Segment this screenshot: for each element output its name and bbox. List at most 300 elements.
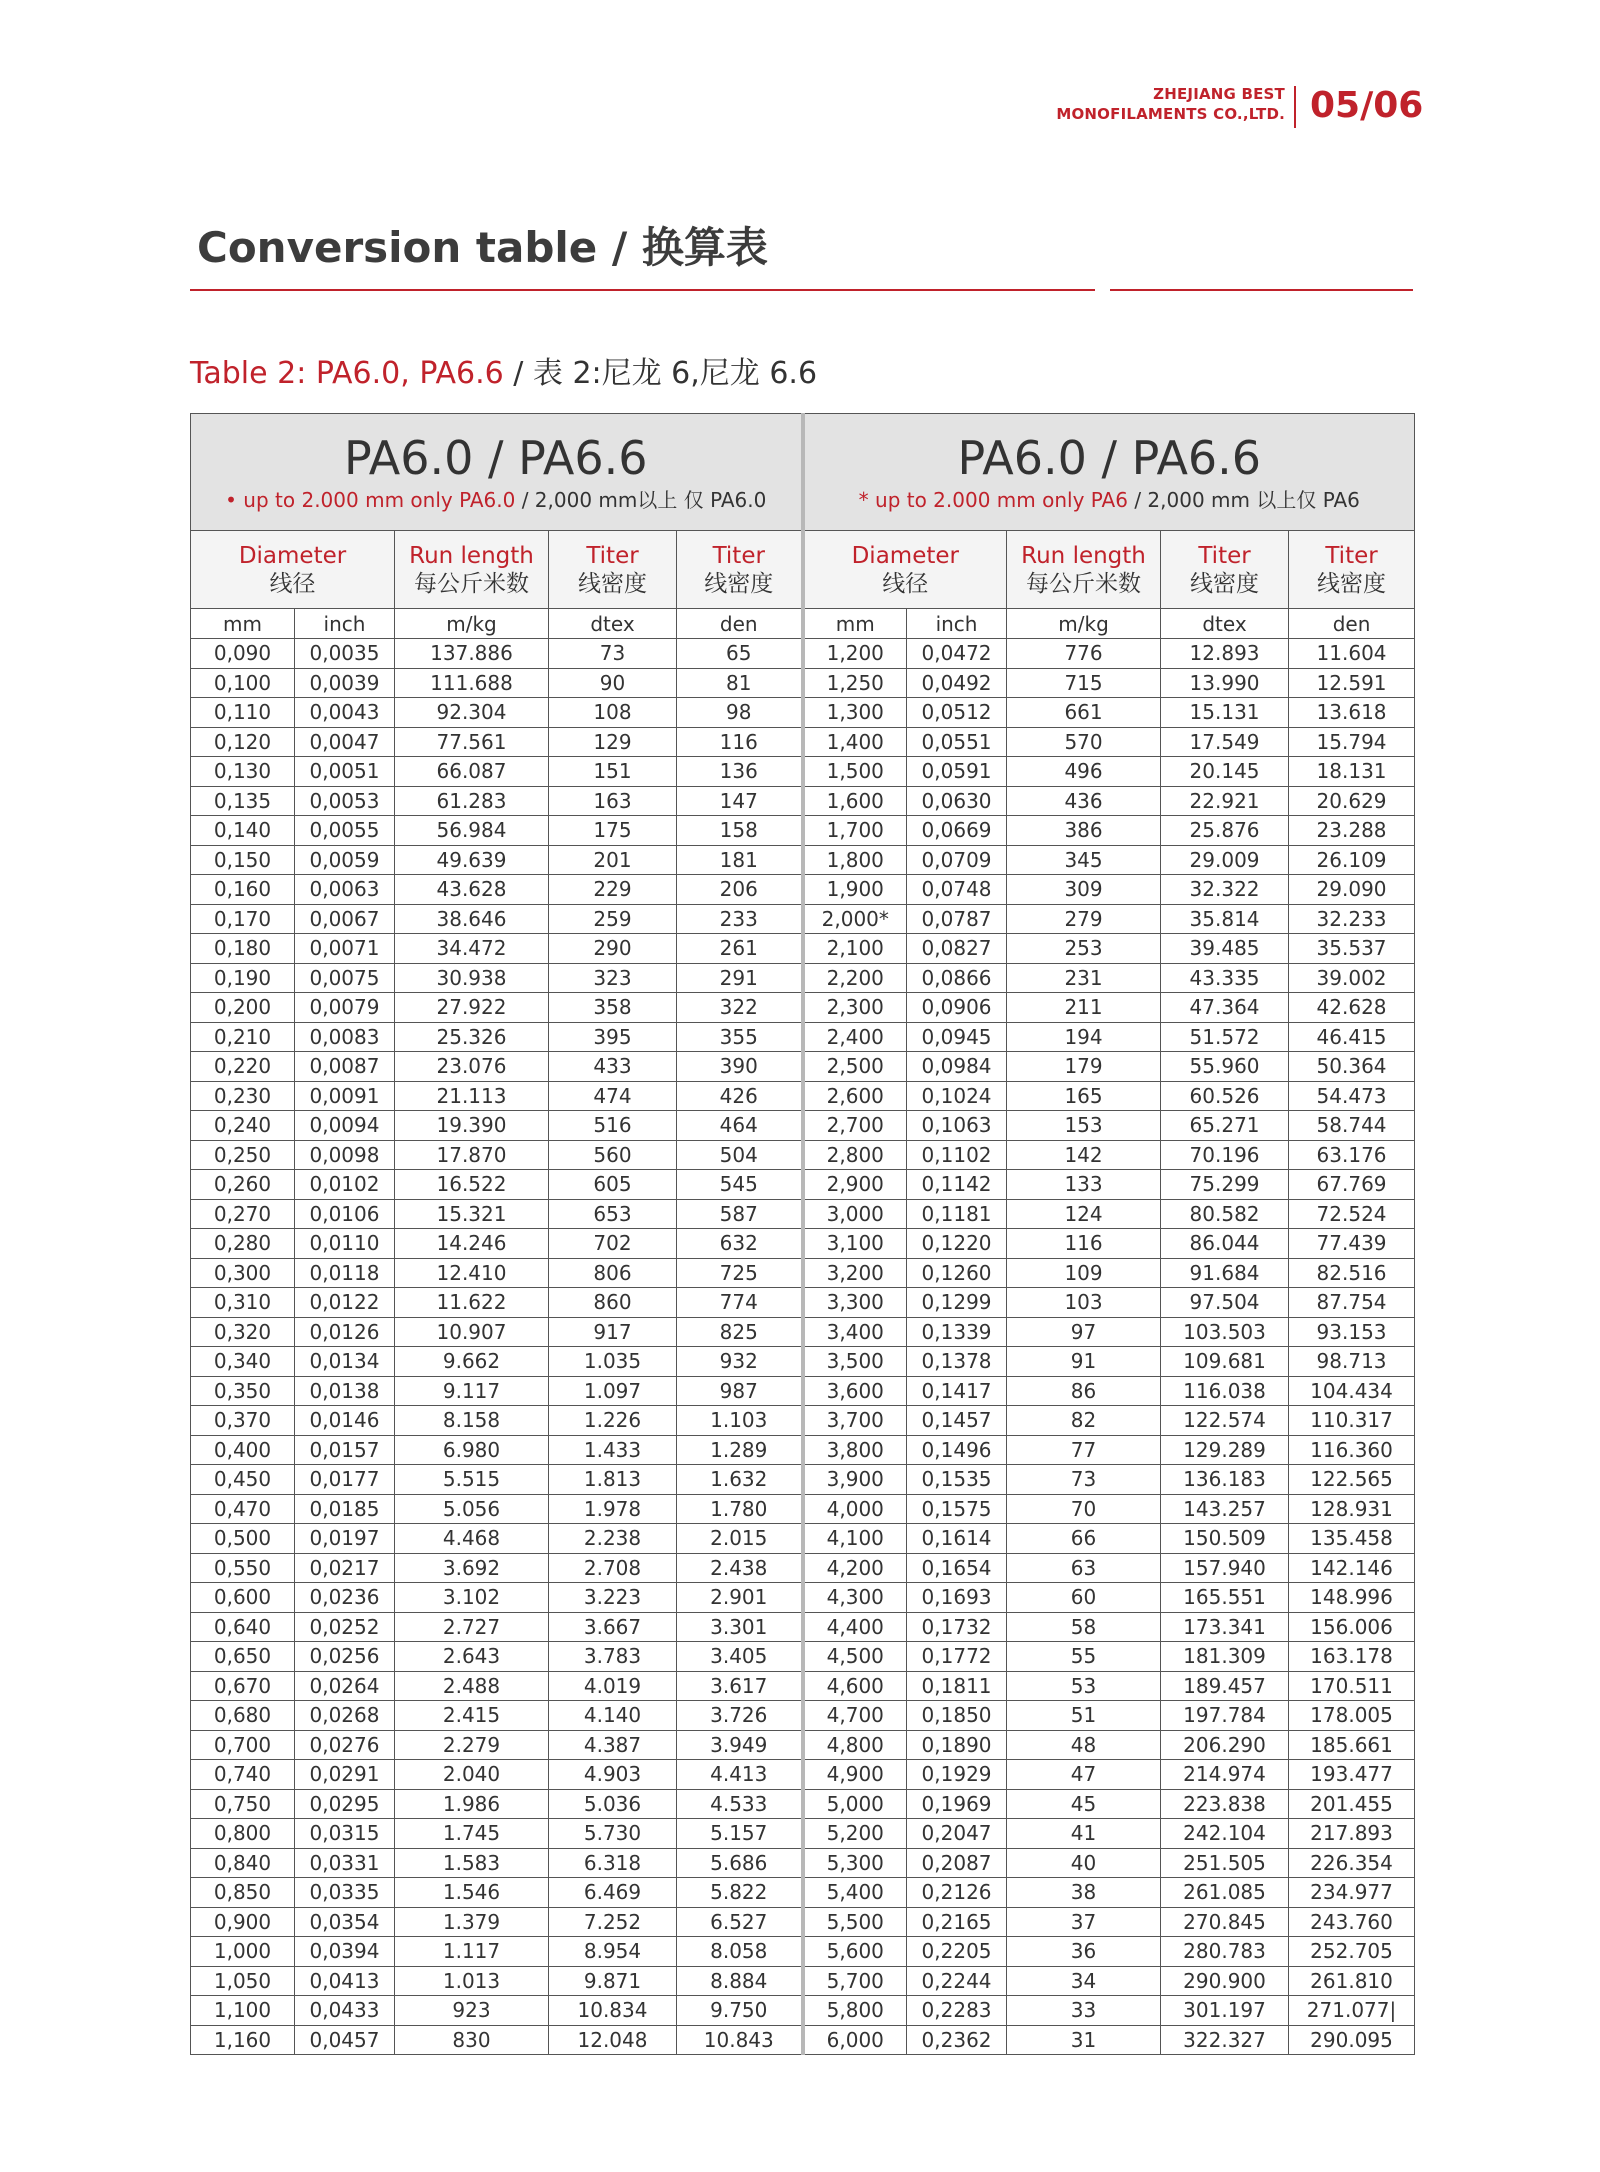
table-cell-right: 0,2283 bbox=[907, 1996, 1007, 2026]
table-cell-left: 2.040 bbox=[395, 1760, 549, 1790]
table-cell-left: 0,650 bbox=[191, 1642, 295, 1672]
table-cell-right: 3,700 bbox=[803, 1406, 907, 1436]
table-cell-left: 0,0087 bbox=[295, 1052, 395, 1082]
table-cell-right: 0,1378 bbox=[907, 1347, 1007, 1377]
table-cell-right: 58 bbox=[1007, 1612, 1161, 1642]
table-cell-right: 0,0984 bbox=[907, 1052, 1007, 1082]
table-cell-right: 12.591 bbox=[1289, 668, 1415, 698]
table-cell-right: 251.505 bbox=[1161, 1848, 1289, 1878]
table-cell-left: 16.522 bbox=[395, 1170, 549, 1200]
column-header-en: Titer bbox=[586, 542, 639, 569]
table-cell-right: 63 bbox=[1007, 1553, 1161, 1583]
table-caption-en: Table 2: PA6.0, PA6.6 bbox=[190, 356, 504, 391]
table-cell-right: 4,900 bbox=[803, 1760, 907, 1790]
table-cell-right: 0,1063 bbox=[907, 1111, 1007, 1141]
table-cell-right: 0,1496 bbox=[907, 1435, 1007, 1465]
table-cell-left: 0,160 bbox=[191, 875, 295, 905]
table-cell-right: 55 bbox=[1007, 1642, 1161, 1672]
unit-cell: mm bbox=[803, 609, 907, 639]
table-cell-right: 51.572 bbox=[1161, 1022, 1289, 1052]
table-cell-left: 774 bbox=[677, 1288, 803, 1318]
table-cell-right: 234.977 bbox=[1289, 1878, 1415, 1908]
table-cell-left: 6.527 bbox=[677, 1907, 803, 1937]
table-cell-left: 5.822 bbox=[677, 1878, 803, 1908]
company-line-1: ZHEJIANG BEST bbox=[1153, 85, 1285, 103]
table-cell-right: 25.876 bbox=[1161, 816, 1289, 846]
table-cell-right: 40 bbox=[1007, 1848, 1161, 1878]
table-cell-right: 58.744 bbox=[1289, 1111, 1415, 1141]
table-cell-left: 3.102 bbox=[395, 1583, 549, 1613]
units-row bbox=[191, 609, 1415, 639]
table-cell-left: 0,900 bbox=[191, 1907, 295, 1937]
table-cell-right: 2,200 bbox=[803, 963, 907, 993]
table-cell-right: 253 bbox=[1007, 934, 1161, 964]
table-row bbox=[191, 1701, 1415, 1731]
table-cell-right: 22.921 bbox=[1161, 786, 1289, 816]
table-cell-left: 201 bbox=[549, 845, 677, 875]
table-cell-right: 2,800 bbox=[803, 1140, 907, 1170]
unit-cell: mm bbox=[191, 609, 295, 639]
table-cell-left: 0,500 bbox=[191, 1524, 295, 1554]
table-row bbox=[191, 1789, 1415, 1819]
table-cell-left: 1.433 bbox=[549, 1435, 677, 1465]
table-cell-left: 2.015 bbox=[677, 1524, 803, 1554]
table-cell-right: 87.754 bbox=[1289, 1288, 1415, 1318]
table-cell-left: 1.546 bbox=[395, 1878, 549, 1908]
table-cell-right: 3,300 bbox=[803, 1288, 907, 1318]
table-cell-left: 1.289 bbox=[677, 1435, 803, 1465]
table-cell-right: 4,800 bbox=[803, 1730, 907, 1760]
table-cell-right: 290.095 bbox=[1289, 2025, 1415, 2055]
table-cell-right: 34 bbox=[1007, 1966, 1161, 1996]
table-cell-left: 0,850 bbox=[191, 1878, 295, 1908]
table-cell-left: 3.949 bbox=[677, 1730, 803, 1760]
table-cell-right: 20.145 bbox=[1161, 757, 1289, 787]
table-cell-right: 0,2126 bbox=[907, 1878, 1007, 1908]
table-cell-right: 0,1299 bbox=[907, 1288, 1007, 1318]
table-cell-left: 2.727 bbox=[395, 1612, 549, 1642]
table-row bbox=[191, 1848, 1415, 1878]
table-cell-right: 82 bbox=[1007, 1406, 1161, 1436]
table-cell-right: 5,300 bbox=[803, 1848, 907, 1878]
table-cell-left: 8.954 bbox=[549, 1937, 677, 1967]
table-row bbox=[191, 1111, 1415, 1141]
table-cell-left: 2.643 bbox=[395, 1642, 549, 1672]
table-cell-left: 116 bbox=[677, 727, 803, 757]
table-cell-left: 0,800 bbox=[191, 1819, 295, 1849]
column-header-left-2 bbox=[549, 531, 677, 609]
table-cell-right: 18.131 bbox=[1289, 757, 1415, 787]
table-cell-left: 0,0236 bbox=[295, 1583, 395, 1613]
table-cell-right: 15.131 bbox=[1161, 698, 1289, 728]
table-cell-left: 2.901 bbox=[677, 1583, 803, 1613]
title-rule-left bbox=[190, 289, 1095, 291]
table-cell-left: 1,160 bbox=[191, 2025, 295, 2055]
table-cell-right: 97 bbox=[1007, 1317, 1161, 1347]
table-cell-left: 2.708 bbox=[549, 1553, 677, 1583]
table-cell-left: 0,450 bbox=[191, 1465, 295, 1495]
table-cell-left: 830 bbox=[395, 2025, 549, 2055]
table-cell-left: 0,0177 bbox=[295, 1465, 395, 1495]
table-cell-right: 194 bbox=[1007, 1022, 1161, 1052]
table-cell-right: 0,0669 bbox=[907, 816, 1007, 846]
table-cell-right: 67.769 bbox=[1289, 1170, 1415, 1200]
table-cell-right: 29.090 bbox=[1289, 875, 1415, 905]
table-cell-left: 653 bbox=[549, 1199, 677, 1229]
table-cell-left: 0,0433 bbox=[295, 1996, 395, 2026]
column-header-zh: 线径 bbox=[882, 570, 929, 597]
table-cell-right: 32.233 bbox=[1289, 904, 1415, 934]
table-row bbox=[191, 1730, 1415, 1760]
table-cell-right: 153 bbox=[1007, 1111, 1161, 1141]
table-cell-right: 77 bbox=[1007, 1435, 1161, 1465]
table-cell-right: 2,400 bbox=[803, 1022, 907, 1052]
table-row bbox=[191, 963, 1415, 993]
page-title: Conversion table / 换算表 bbox=[197, 223, 768, 272]
table-cell-left: 433 bbox=[549, 1052, 677, 1082]
table-cell-right: 4,100 bbox=[803, 1524, 907, 1554]
table-cell-left: 9.117 bbox=[395, 1376, 549, 1406]
table-cell-right: 0,1890 bbox=[907, 1730, 1007, 1760]
table-cell-right: 43.335 bbox=[1161, 963, 1289, 993]
material-note-right-black: / 2,000 mm 以上仅 PA6 bbox=[1127, 488, 1360, 512]
table-cell-right: 776 bbox=[1007, 639, 1161, 669]
table-cell-left: 0,0098 bbox=[295, 1140, 395, 1170]
table-cell-left: 4.468 bbox=[395, 1524, 549, 1554]
table-cell-left: 229 bbox=[549, 875, 677, 905]
table-cell-right: 13.990 bbox=[1161, 668, 1289, 698]
conversion-table bbox=[190, 413, 1415, 2055]
table-cell-right: 4,500 bbox=[803, 1642, 907, 1672]
unit-cell: dtex bbox=[549, 609, 677, 639]
table-cell-right: 124 bbox=[1007, 1199, 1161, 1229]
table-cell-right: 0,0591 bbox=[907, 757, 1007, 787]
table-cell-left: 73 bbox=[549, 639, 677, 669]
table-cell-left: 0,135 bbox=[191, 786, 295, 816]
table-cell-left: 233 bbox=[677, 904, 803, 934]
table-cell-right: 47 bbox=[1007, 1760, 1161, 1790]
table-cell-left: 0,0335 bbox=[295, 1878, 395, 1908]
table-cell-right: 38 bbox=[1007, 1878, 1161, 1908]
table-cell-right: 5,700 bbox=[803, 1966, 907, 1996]
table-cell-left: 10.907 bbox=[395, 1317, 549, 1347]
table-cell-left: 355 bbox=[677, 1022, 803, 1052]
table-cell-left: 322 bbox=[677, 993, 803, 1023]
column-header-en: Diameter bbox=[238, 542, 347, 569]
table-cell-left: 0,0043 bbox=[295, 698, 395, 728]
table-row bbox=[191, 757, 1415, 787]
table-row bbox=[191, 1642, 1415, 1672]
table-cell-right: 436 bbox=[1007, 786, 1161, 816]
table-cell-right: 3,800 bbox=[803, 1435, 907, 1465]
table-row bbox=[191, 1465, 1415, 1495]
table-cell-left: 1.813 bbox=[549, 1465, 677, 1495]
table-cell-left: 1.632 bbox=[677, 1465, 803, 1495]
table-row bbox=[191, 727, 1415, 757]
table-cell-left: 923 bbox=[395, 1996, 549, 2026]
table-cell-left: 3.783 bbox=[549, 1642, 677, 1672]
table-cell-right: 122.574 bbox=[1161, 1406, 1289, 1436]
table-cell-right: 570 bbox=[1007, 727, 1161, 757]
table-cell-left: 0,550 bbox=[191, 1553, 295, 1583]
table-cell-right: 142 bbox=[1007, 1140, 1161, 1170]
table-cell-left: 9.662 bbox=[395, 1347, 549, 1377]
table-cell-left: 0,640 bbox=[191, 1612, 295, 1642]
column-header-right-3 bbox=[1289, 531, 1415, 609]
table-cell-left: 0,0197 bbox=[295, 1524, 395, 1554]
table-row bbox=[191, 845, 1415, 875]
table-cell-left: 516 bbox=[549, 1111, 677, 1141]
table-row bbox=[191, 1288, 1415, 1318]
table-row bbox=[191, 934, 1415, 964]
unit-cell: inch bbox=[295, 609, 395, 639]
table-cell-right: 211 bbox=[1007, 993, 1161, 1023]
table-caption-zh: / 表 2:尼龙 6,尼龙 6.6 bbox=[503, 356, 818, 391]
table-cell-left: 1.583 bbox=[395, 1848, 549, 1878]
table-cell-right: 73 bbox=[1007, 1465, 1161, 1495]
column-header-right-0 bbox=[803, 531, 1007, 609]
table-row bbox=[191, 1258, 1415, 1288]
table-cell-right: 54.473 bbox=[1289, 1081, 1415, 1111]
table-cell-right: 226.354 bbox=[1289, 1848, 1415, 1878]
table-cell-right: 231 bbox=[1007, 963, 1161, 993]
table-cell-right: 0,0492 bbox=[907, 668, 1007, 698]
table-cell-right: 1,800 bbox=[803, 845, 907, 875]
table-cell-left: 560 bbox=[549, 1140, 677, 1170]
table-cell-right: 4,300 bbox=[803, 1583, 907, 1613]
table-cell-left: 0,0252 bbox=[295, 1612, 395, 1642]
table-cell-right: 116.038 bbox=[1161, 1376, 1289, 1406]
table-cell-left: 0,0067 bbox=[295, 904, 395, 934]
table-cell-right: 86 bbox=[1007, 1376, 1161, 1406]
table-cell-left: 206 bbox=[677, 875, 803, 905]
table-cell-left: 0,0102 bbox=[295, 1170, 395, 1200]
table-cell-right: 0,1142 bbox=[907, 1170, 1007, 1200]
table-cell-right: 2,500 bbox=[803, 1052, 907, 1082]
table-cell-left: 0,0035 bbox=[295, 639, 395, 669]
table-cell-right: 53 bbox=[1007, 1671, 1161, 1701]
table-cell-right: 5,000 bbox=[803, 1789, 907, 1819]
table-cell-right: 150.509 bbox=[1161, 1524, 1289, 1554]
table-row bbox=[191, 1819, 1415, 1849]
table-cell-right: 2,000* bbox=[803, 904, 907, 934]
table-cell-left: 92.304 bbox=[395, 698, 549, 728]
table-cell-right: 133 bbox=[1007, 1170, 1161, 1200]
column-header-zh: 线密度 bbox=[1190, 570, 1260, 597]
table-cell-right: 77.439 bbox=[1289, 1229, 1415, 1259]
column-header-left-0 bbox=[191, 531, 395, 609]
table-cell-left: 395 bbox=[549, 1022, 677, 1052]
table-cell-right: 301.197 bbox=[1161, 1996, 1289, 2026]
table-cell-left: 0,0063 bbox=[295, 875, 395, 905]
table-cell-left: 14.246 bbox=[395, 1229, 549, 1259]
table-cell-left: 587 bbox=[677, 1199, 803, 1229]
table-cell-left: 0,0276 bbox=[295, 1730, 395, 1760]
table-cell-right: 2,100 bbox=[803, 934, 907, 964]
table-cell-right: 47.364 bbox=[1161, 993, 1289, 1023]
table-cell-right: 0,2087 bbox=[907, 1848, 1007, 1878]
table-cell-left: 0,0268 bbox=[295, 1701, 395, 1731]
table-cell-left: 0,240 bbox=[191, 1111, 295, 1141]
table-cell-left: 5.515 bbox=[395, 1465, 549, 1495]
table-cell-right: 4,600 bbox=[803, 1671, 907, 1701]
table-cell-right: 66 bbox=[1007, 1524, 1161, 1554]
table-cell-left: 1.978 bbox=[549, 1494, 677, 1524]
table-cell-left: 111.688 bbox=[395, 668, 549, 698]
table-cell-right: 70 bbox=[1007, 1494, 1161, 1524]
table-cell-left: 725 bbox=[677, 1258, 803, 1288]
table-cell-right: 0,1575 bbox=[907, 1494, 1007, 1524]
table-row bbox=[191, 1052, 1415, 1082]
table-cell-right: 0,2244 bbox=[907, 1966, 1007, 1996]
column-header-en: Run length bbox=[1021, 542, 1146, 569]
table-cell-left: 61.283 bbox=[395, 786, 549, 816]
table-cell-left: 0,470 bbox=[191, 1494, 295, 1524]
table-cell-left: 129 bbox=[549, 727, 677, 757]
material-header-right bbox=[803, 414, 1415, 531]
table-row bbox=[191, 1229, 1415, 1259]
table-cell-right: 5,600 bbox=[803, 1937, 907, 1967]
table-cell-left: 702 bbox=[549, 1229, 677, 1259]
table-cell-left: 1.035 bbox=[549, 1347, 677, 1377]
table-cell-right: 45 bbox=[1007, 1789, 1161, 1819]
column-header-en: Titer bbox=[1325, 542, 1378, 569]
table-cell-left: 1.013 bbox=[395, 1966, 549, 1996]
table-cell-left: 0,130 bbox=[191, 757, 295, 787]
table-cell-right: 142.146 bbox=[1289, 1553, 1415, 1583]
table-cell-right: 70.196 bbox=[1161, 1140, 1289, 1170]
table-row bbox=[191, 698, 1415, 728]
table-cell-right: 181.309 bbox=[1161, 1642, 1289, 1672]
table-cell-left: 0,190 bbox=[191, 963, 295, 993]
table-cell-left: 390 bbox=[677, 1052, 803, 1082]
table-cell-right: 0,0630 bbox=[907, 786, 1007, 816]
table-cell-right: 104.434 bbox=[1289, 1376, 1415, 1406]
table-cell-right: 122.565 bbox=[1289, 1465, 1415, 1495]
table-cell-left: 3.726 bbox=[677, 1701, 803, 1731]
table-cell-left: 806 bbox=[549, 1258, 677, 1288]
column-header-en: Titer bbox=[1198, 542, 1251, 569]
table-cell-right: 0,0866 bbox=[907, 963, 1007, 993]
table-cell-right: 0,1339 bbox=[907, 1317, 1007, 1347]
table-cell-left: 0,0354 bbox=[295, 1907, 395, 1937]
table-cell-right: 0,0512 bbox=[907, 698, 1007, 728]
table-cell-right: 0,0787 bbox=[907, 904, 1007, 934]
table-cell-left: 66.087 bbox=[395, 757, 549, 787]
table-cell-right: 116 bbox=[1007, 1229, 1161, 1259]
table-cell-left: 0,0047 bbox=[295, 727, 395, 757]
table-cell-right: 1,250 bbox=[803, 668, 907, 698]
table-cell-left: 43.628 bbox=[395, 875, 549, 905]
table-cell-left: 0,310 bbox=[191, 1288, 295, 1318]
table-cell-left: 8.884 bbox=[677, 1966, 803, 1996]
table-cell-left: 137.886 bbox=[395, 639, 549, 669]
table-cell-left: 0,340 bbox=[191, 1347, 295, 1377]
table-cell-left: 3.692 bbox=[395, 1553, 549, 1583]
table-cell-left: 8.158 bbox=[395, 1406, 549, 1436]
table-cell-right: 31 bbox=[1007, 2025, 1161, 2055]
table-cell-right: 279 bbox=[1007, 904, 1161, 934]
table-row bbox=[191, 668, 1415, 698]
table-cell-left: 10.843 bbox=[677, 2025, 803, 2055]
table-cell-left: 0,0094 bbox=[295, 1111, 395, 1141]
table-cell-right: 0,0748 bbox=[907, 875, 1007, 905]
table-cell-right: 0,1929 bbox=[907, 1760, 1007, 1790]
table-cell-left: 0,370 bbox=[191, 1406, 295, 1436]
table-row bbox=[191, 1376, 1415, 1406]
table-cell-right: 0,1654 bbox=[907, 1553, 1007, 1583]
table-cell-left: 358 bbox=[549, 993, 677, 1023]
table-cell-left: 3.405 bbox=[677, 1642, 803, 1672]
table-cell-right: 5,800 bbox=[803, 1996, 907, 2026]
table-cell-left: 0,220 bbox=[191, 1052, 295, 1082]
column-header-row bbox=[191, 531, 1415, 609]
table-cell-right: 0,2205 bbox=[907, 1937, 1007, 1967]
column-header-left-3 bbox=[677, 531, 803, 609]
table-cell-left: 0,0331 bbox=[295, 1848, 395, 1878]
table-cell-left: 0,250 bbox=[191, 1140, 295, 1170]
table-cell-left: 0,350 bbox=[191, 1376, 295, 1406]
table-cell-left: 77.561 bbox=[395, 727, 549, 757]
table-cell-right: 29.009 bbox=[1161, 845, 1289, 875]
table-cell-left: 0,0071 bbox=[295, 934, 395, 964]
table-cell-right: 0,1024 bbox=[907, 1081, 1007, 1111]
table-cell-left: 0,840 bbox=[191, 1848, 295, 1878]
table-row bbox=[191, 1907, 1415, 1937]
table-cell-left: 323 bbox=[549, 963, 677, 993]
table-cell-right: 135.458 bbox=[1289, 1524, 1415, 1554]
table-cell-right: 3,500 bbox=[803, 1347, 907, 1377]
table-cell-left: 158 bbox=[677, 816, 803, 846]
title-rule-right bbox=[1110, 289, 1413, 291]
table-cell-right: 1,300 bbox=[803, 698, 907, 728]
table-cell-right: 109 bbox=[1007, 1258, 1161, 1288]
company-line-2: MONOFILAMENTS CO.,LTD. bbox=[1056, 105, 1285, 123]
table-cell-left: 0,0291 bbox=[295, 1760, 395, 1790]
table-cell-right: 0,1457 bbox=[907, 1406, 1007, 1436]
table-cell-left: 56.984 bbox=[395, 816, 549, 846]
table-cell-right: 271.077| bbox=[1289, 1996, 1415, 2026]
column-header-right-2 bbox=[1161, 531, 1289, 609]
table-cell-left: 0,180 bbox=[191, 934, 295, 964]
table-cell-right: 280.783 bbox=[1161, 1937, 1289, 1967]
table-cell-left: 0,300 bbox=[191, 1258, 295, 1288]
table-cell-right: 48 bbox=[1007, 1730, 1161, 1760]
table-cell-right: 148.996 bbox=[1289, 1583, 1415, 1613]
material-note-left-black: / 2,000 mm以上 仅 PA6.0 bbox=[515, 488, 767, 512]
table-cell-left: 0,270 bbox=[191, 1199, 295, 1229]
table-cell-left: 5.730 bbox=[549, 1819, 677, 1849]
table-cell-right: 178.005 bbox=[1289, 1701, 1415, 1731]
material-title-right: PA6.0 / PA6.6 bbox=[957, 431, 1262, 485]
table-cell-right: 179 bbox=[1007, 1052, 1161, 1082]
table-cell-left: 4.019 bbox=[549, 1671, 677, 1701]
table-cell-right: 1,700 bbox=[803, 816, 907, 846]
table-cell-left: 15.321 bbox=[395, 1199, 549, 1229]
table-cell-right: 3,600 bbox=[803, 1376, 907, 1406]
table-cell-right: 0,1969 bbox=[907, 1789, 1007, 1819]
table-cell-left: 0,740 bbox=[191, 1760, 295, 1790]
table-row bbox=[191, 1966, 1415, 1996]
table-cell-right: 35.814 bbox=[1161, 904, 1289, 934]
table-cell-left: 1,100 bbox=[191, 1996, 295, 2026]
table-cell-right: 42.628 bbox=[1289, 993, 1415, 1023]
table-cell-right: 20.629 bbox=[1289, 786, 1415, 816]
table-cell-right: 65.271 bbox=[1161, 1111, 1289, 1141]
table-cell-right: 185.661 bbox=[1289, 1730, 1415, 1760]
table-cell-left: 4.903 bbox=[549, 1760, 677, 1790]
unit-cell: inch bbox=[907, 609, 1007, 639]
